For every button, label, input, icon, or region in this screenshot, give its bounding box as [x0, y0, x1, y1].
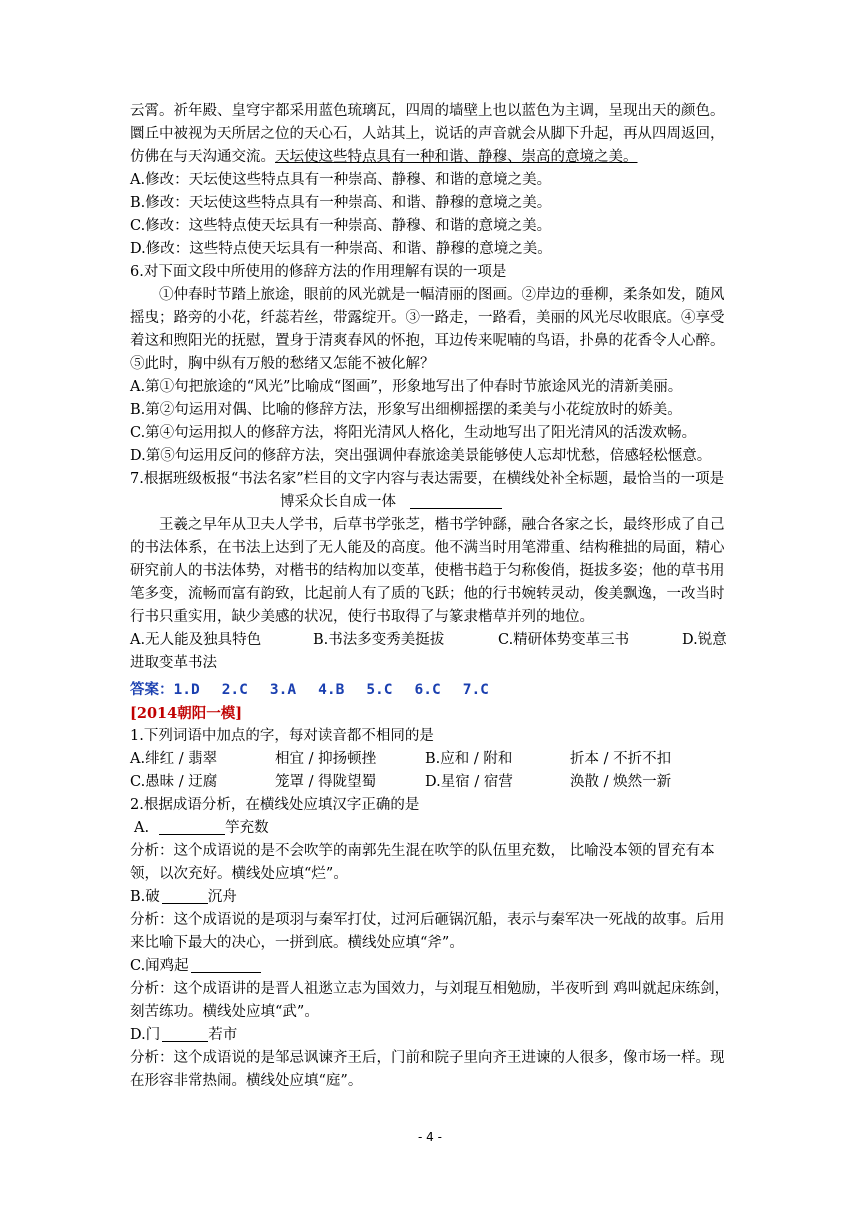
analysis-d: 分析：这个成语说的是邹忌讽谏齐王后，门前和院子里向齐王进谏的人很多，像市场一样。现在形容非常热闹。横线处应填“庭”。: [130, 1050, 725, 1089]
section-heading: [2014朝阳一模]: [130, 705, 243, 722]
option-b: B.第②句运用对偶、比喻的修辞方法，形象写出细柳摇摆的柔美与小花绽放时的娇美。: [130, 402, 682, 418]
analysis-b: 分析：这个成语说的是项羽与秦军打仗，过河后砸锅沉船，表示与秦军决一死战的故事。后用来比喻下最大的决心，一拼到底。横线处应填“斧”。: [130, 912, 725, 951]
option-b: B.修改：天坛使这些特点具有一种崇高、和谐、静穆的意境之美。: [130, 195, 552, 211]
page-number: - 4 -: [418, 1130, 442, 1144]
options-row: [130, 748, 734, 771]
idiom-blank: [159, 818, 225, 835]
option-a: A.修改：天坛使这些特点具有一种崇高、静穆、和谐的意境之美。: [130, 172, 552, 188]
option-d: D.修改：这些特点使天坛具有一种崇高、和谐、静穆的意境之美。: [130, 241, 552, 257]
answer-item: 6.C: [414, 682, 441, 698]
idiom-label: C.闻鸡起: [130, 958, 189, 974]
answer-item: 4.B: [318, 682, 345, 698]
question-7-title: [130, 491, 734, 514]
question-6-passage: ①仲春时节踏上旅途，眼前的风光就是一幅清丽的图画。②岸边的垂柳，柔条如发，随风摇曳；路旁的小花，纤蕊若丝，带露绽开。③一路走，一路看，美丽的风光尽收眼底。④享受着这和煦阳光的抚慰，置身于清爽春风的怀抱，耳边传来呢喃的鸟语，扑鼻的花香令人心醉。⑤此时，胸中纵有万般的愁绪又怎能不被化解？: [130, 287, 725, 372]
idiom-label: B.破: [130, 889, 160, 905]
text-line: 圜丘中被视为天所居之位的天心石，人站其上，说话的声音就会从脚下升起，再从四周返回，: [130, 126, 725, 142]
option-d: D.锐意: [682, 632, 727, 648]
analysis-c: 分析：这个成语讲的是晋人祖逖立志为国效力，与刘琨互相勉励，半夜听到 鸡叫就起床练剑，刻苦练功。横线处应填“武”。: [130, 981, 730, 1020]
option-d: D.第⑤句运用反问的修辞方法，突出强调仲春旅途美景能够使人忘却忧愁，倍感轻松惬意。: [130, 448, 712, 464]
idiom-label: D.门: [130, 1027, 161, 1043]
answer-line: [130, 679, 734, 702]
option-d-pair1: D.星宿 / 宿营: [425, 774, 513, 790]
analysis-a: 分析：这个成语说的是不会吹竽的南郭先生混在吹竽的队伍里充数， 比喻没本领的冒充有本领，以次充好。横线处应填“烂”。: [130, 843, 715, 882]
title-text: 博采众长自成一体: [280, 494, 396, 510]
idiom-label: A.: [134, 820, 150, 836]
option-d-pair2: 涣散 / 焕然一新: [570, 774, 672, 790]
option-a: A.第①句把旅途的“风光”比喻成“图画”，形象地写出了仲春时节旅途风光的清新美丽。: [130, 379, 683, 395]
question-6: 6.对下面文段中所使用的修辞方法的作用理解有误的一项是: [130, 264, 507, 280]
text-span: 仿佛在与天沟通交流。: [130, 149, 275, 165]
option-c: C.修改：这些特点使天坛具有一种崇高、静穆、和谐的意境之美。: [130, 218, 552, 234]
option-a-pair1: A.绯红 / 翡翠: [130, 751, 218, 767]
option-c-pair2: 笼罩 / 得陇望蜀: [275, 774, 377, 790]
idiom-blank: [162, 1025, 208, 1042]
option-b-pair1: B.应和 / 附和: [425, 751, 513, 767]
question-7-options: [130, 629, 734, 652]
answer-item: 1.D: [173, 682, 200, 698]
answer-item: 3.A: [269, 682, 297, 698]
page-content: [130, 100, 734, 1093]
idiom-b: [130, 886, 734, 909]
idiom-d: [130, 1024, 734, 1047]
option-c: C.精研体势变革三书: [498, 632, 630, 648]
title-blank: [410, 492, 502, 509]
option-b: B.书法多变秀美挺拔: [313, 632, 445, 648]
idiom-blank: [162, 887, 208, 904]
idiom-a: [130, 817, 734, 840]
options-row: [130, 771, 734, 794]
text-line: [130, 146, 734, 169]
idiom-c: [130, 955, 734, 978]
answer-label: 答案：: [130, 682, 174, 698]
option-d-continued: 进取变革书法: [130, 655, 217, 671]
question-2: 2.根据成语分析，在横线处应填汉字正确的是: [130, 797, 420, 813]
option-c-pair1: C.愚昧 / 迂腐: [130, 774, 218, 790]
idiom-blank: [191, 956, 261, 973]
idiom-text: 沉舟: [207, 889, 237, 905]
idiom-text: 竽充数: [225, 820, 269, 836]
idiom-text: 若市: [208, 1027, 238, 1043]
question-1: 1.下列词语中加点的字，每对读音都不相同的是: [130, 728, 434, 744]
answer-item: 7.C: [462, 682, 489, 698]
option-a: A.无人能及独具特色: [130, 632, 262, 648]
option-b-pair2: 折本 / 不折不扣: [570, 751, 672, 767]
text-line: 云霄。祈年殿、皇穹宇都采用蓝色琉璃瓦，四周的墙壁上也以蓝色为主调，呈现出天的颜色。: [130, 103, 725, 119]
option-a-pair2: 相宜 / 抑扬顿挫: [275, 751, 377, 767]
question-7-passage: 王羲之早年从卫夫人学书，后草书学张芝，楷书学钟繇，融合各家之长，最终形成了自己的书法体系，在书法上达到了无人能及的高度。他不满当时用笔滞重、结构稚拙的局面，精心研究前人的书法体势，对楷书的结构加以变革，使楷书趋于匀称俊俏，挺拔多姿；他的草书用笔多变，流畅而富有韵致，比起前人有了质的飞跃；他的行书婉转灵动，俊美飘逸，一改当时行书只重实用，缺少美感的状况，使行书取得了与篆隶楷草并列的地位。: [130, 517, 725, 625]
underlined-sentence: 天坛使这些特点具有一种和谐、静穆、崇高的意境之美。: [275, 149, 638, 165]
option-c: C.第④句运用拟人的修辞方法，将阳光清风人格化，生动地写出了阳光清风的活泼欢畅。: [130, 425, 697, 441]
answer-item: 2.C: [221, 682, 248, 698]
answer-item: 5.C: [366, 682, 393, 698]
question-7: 7.根据班级板报“书法名家”栏目的文字内容与表达需要，在横线处补全标题，最恰当的一项是: [130, 471, 725, 487]
